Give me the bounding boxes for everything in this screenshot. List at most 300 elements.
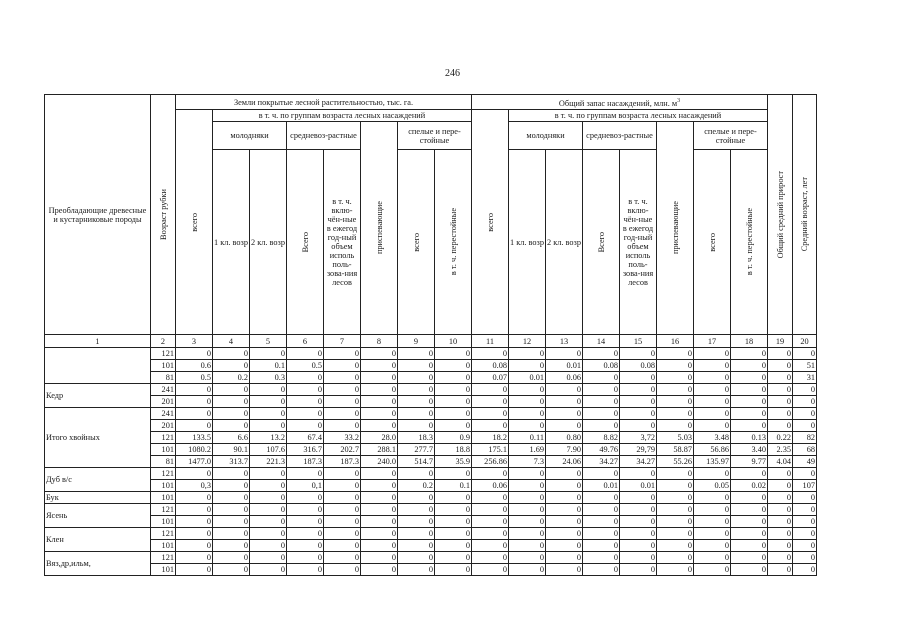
value-cell: 240.0 [361, 456, 398, 468]
cutting-age-cell: 101 [151, 360, 176, 372]
value-cell: 0 [287, 492, 324, 504]
value-cell: 33.2 [324, 432, 361, 444]
value-cell: 0 [509, 348, 546, 360]
value-cell: 0 [731, 564, 768, 576]
header-area-middle-label: средневоз-растные [290, 131, 357, 140]
value-cell: 0.9 [435, 432, 472, 444]
value-cell: 0.06 [546, 372, 583, 384]
table-row [45, 528, 817, 540]
value-cell: 0 [435, 564, 472, 576]
value-cell: 0 [657, 372, 694, 384]
value-cell: 133.5 [176, 432, 213, 444]
value-cell: 0 [583, 384, 620, 396]
table-row [45, 564, 817, 576]
value-cell: 0 [361, 384, 398, 396]
value-cell: 0 [620, 396, 657, 408]
value-cell: 0 [435, 360, 472, 372]
table-row [45, 360, 817, 372]
value-cell: 0 [583, 408, 620, 420]
header-stock-maturing [657, 122, 694, 335]
value-cell: 0 [546, 348, 583, 360]
value-cell: 0 [361, 504, 398, 516]
value-cell: 29,79 [620, 444, 657, 456]
header-area-mature-label: спелые и пере-стойные [408, 126, 461, 145]
header-area-middle [287, 122, 361, 150]
column-number: 20 [793, 335, 817, 348]
value-cell: 0 [324, 516, 361, 528]
value-cell: 0 [694, 348, 731, 360]
value-cell: 0 [435, 504, 472, 516]
value-cell: 0 [361, 552, 398, 564]
value-cell: 0 [694, 420, 731, 432]
forest-stock-table [44, 94, 817, 576]
value-cell: 0.13 [731, 432, 768, 444]
value-cell: 221.3 [250, 456, 287, 468]
value-cell: 0 [546, 564, 583, 576]
value-cell: 0.6 [176, 360, 213, 372]
header-cutting-age-label: Возраст рубки [158, 189, 168, 240]
species-name: Дуб в/с [45, 468, 151, 492]
value-cell: 1080.2 [176, 444, 213, 456]
value-cell: 0 [509, 504, 546, 516]
value-cell: 0 [435, 528, 472, 540]
value-cell: 0 [324, 540, 361, 552]
value-cell: 0 [793, 408, 817, 420]
header-stock-label: Общий запас насаждений, млн. м [558, 98, 678, 108]
value-cell: 187.3 [287, 456, 324, 468]
value-cell: 0 [694, 528, 731, 540]
value-cell: 0 [324, 348, 361, 360]
value-cell: 0.01 [583, 480, 620, 492]
value-cell: 0 [583, 516, 620, 528]
value-cell: 0 [287, 396, 324, 408]
value-cell: 0.05 [694, 480, 731, 492]
header-stock-incl [620, 150, 657, 335]
value-cell: 0 [398, 528, 435, 540]
value-cell: 0.3 [250, 372, 287, 384]
value-cell: 0 [287, 540, 324, 552]
header-area-incl [324, 150, 361, 335]
value-cell: 0 [768, 384, 793, 396]
value-cell: 0 [768, 408, 793, 420]
value-cell: 1.69 [509, 444, 546, 456]
value-cell: 0 [435, 492, 472, 504]
value-cell: 0 [324, 552, 361, 564]
value-cell: 0 [583, 420, 620, 432]
cutting-age-cell: 201 [151, 396, 176, 408]
value-cell: 0 [287, 408, 324, 420]
value-cell: 0 [657, 420, 694, 432]
header-area-mature [398, 122, 472, 150]
value-cell: 0 [176, 516, 213, 528]
value-cell: 7.90 [546, 444, 583, 456]
header-stock-total [472, 110, 509, 335]
cutting-age-cell: 121 [151, 432, 176, 444]
table-row [45, 372, 817, 384]
header-area-cl1 [213, 150, 250, 335]
value-cell: 0 [472, 564, 509, 576]
value-cell: 0 [324, 372, 361, 384]
value-cell: 0 [472, 552, 509, 564]
value-cell: 0 [176, 420, 213, 432]
value-cell: 0 [694, 540, 731, 552]
value-cell: 0 [657, 408, 694, 420]
value-cell: 0 [287, 372, 324, 384]
value-cell: 0.08 [472, 360, 509, 372]
value-cell: 0 [324, 504, 361, 516]
value-cell: 0.01 [620, 480, 657, 492]
value-cell: 0 [768, 504, 793, 516]
value-cell: 0 [768, 468, 793, 480]
value-cell: 0 [287, 552, 324, 564]
value-cell: 0 [583, 564, 620, 576]
value-cell: 0 [361, 480, 398, 492]
value-cell: 0 [398, 348, 435, 360]
value-cell: 0 [472, 468, 509, 480]
value-cell: 0.08 [583, 360, 620, 372]
value-cell: 0 [472, 408, 509, 420]
value-cell: 0 [793, 540, 817, 552]
value-cell: 0 [694, 468, 731, 480]
value-cell: 0 [176, 564, 213, 576]
header-mean-age [793, 95, 817, 335]
value-cell: 0 [435, 396, 472, 408]
value-cell: 107 [793, 480, 817, 492]
value-cell: 288.1 [361, 444, 398, 456]
column-number: 3 [176, 335, 213, 348]
value-cell: 0 [793, 564, 817, 576]
header-stock-mature-label: спелые и пере-стойные [704, 126, 757, 145]
species-name: Бук [45, 492, 151, 504]
value-cell: 0 [398, 540, 435, 552]
value-cell: 49.76 [583, 444, 620, 456]
value-cell: 0 [583, 468, 620, 480]
value-cell: 0 [361, 564, 398, 576]
header-area-mature-total [398, 150, 435, 335]
header-area-overmature [435, 150, 472, 335]
value-cell: 0 [361, 492, 398, 504]
value-cell: 0 [694, 372, 731, 384]
species-name: Ясень [45, 504, 151, 528]
header-area-by-age: в т. ч. по группам возраста лесных насаждений [213, 110, 472, 122]
value-cell: 0 [768, 360, 793, 372]
cutting-age-cell: 121 [151, 528, 176, 540]
value-cell: 0 [694, 384, 731, 396]
value-cell: 0 [620, 372, 657, 384]
header-area-overmature-label: в т. ч. перестойные [448, 208, 458, 276]
column-number: 4 [213, 335, 250, 348]
value-cell: 0 [509, 468, 546, 480]
value-cell: 0 [583, 528, 620, 540]
species-name: Кедр [45, 384, 151, 408]
value-cell: 0 [213, 468, 250, 480]
value-cell: 0 [361, 408, 398, 420]
value-cell: 0 [324, 528, 361, 540]
value-cell: 18.2 [472, 432, 509, 444]
header-species-label: Преобладающие древесные и кустарниковые породы [48, 205, 147, 224]
value-cell: 0 [213, 540, 250, 552]
value-cell: 3.40 [731, 444, 768, 456]
value-cell: 0 [398, 384, 435, 396]
value-cell: 0 [472, 384, 509, 396]
cutting-age-cell: 101 [151, 444, 176, 456]
value-cell: 0 [213, 408, 250, 420]
cutting-age-cell: 101 [151, 540, 176, 552]
value-cell: 0 [398, 552, 435, 564]
value-cell: 0 [435, 372, 472, 384]
table-row [45, 396, 817, 408]
value-cell: 13.2 [250, 432, 287, 444]
value-cell: 0 [250, 564, 287, 576]
value-cell: 0 [546, 420, 583, 432]
value-cell: 0 [287, 516, 324, 528]
value-cell: 0 [731, 408, 768, 420]
header-area-maturing [361, 122, 398, 335]
header-area-maturing-label: приспевающие [374, 201, 384, 255]
value-cell: 0 [657, 540, 694, 552]
value-cell: 4.04 [768, 456, 793, 468]
value-cell: 0 [583, 348, 620, 360]
value-cell: 0 [435, 540, 472, 552]
value-cell: 18.3 [398, 432, 435, 444]
value-cell: 0 [509, 564, 546, 576]
value-cell: 0.06 [472, 480, 509, 492]
header-stock-young: молодняки [509, 122, 583, 150]
value-cell: 0,1 [287, 480, 324, 492]
value-cell: 0 [250, 516, 287, 528]
value-cell: 55.26 [657, 456, 694, 468]
value-cell: 0 [768, 528, 793, 540]
value-cell: 0 [176, 540, 213, 552]
table-row [45, 540, 817, 552]
value-cell: 31 [793, 372, 817, 384]
value-cell: 107.6 [250, 444, 287, 456]
value-cell: 0.01 [546, 360, 583, 372]
value-cell: 0 [768, 372, 793, 384]
value-cell: 0 [435, 384, 472, 396]
value-cell: 0 [176, 492, 213, 504]
value-cell: 0 [213, 420, 250, 432]
value-cell: 0 [768, 420, 793, 432]
value-cell: 0 [620, 384, 657, 396]
header-stock-mid-total [583, 150, 620, 335]
value-cell: 0 [287, 420, 324, 432]
value-cell: 0 [324, 396, 361, 408]
value-cell: 0 [583, 504, 620, 516]
value-cell: 0 [546, 396, 583, 408]
value-cell: 0 [620, 540, 657, 552]
value-cell: 0 [361, 516, 398, 528]
value-cell: 0 [287, 468, 324, 480]
value-cell: 0 [657, 504, 694, 516]
header-area-total [176, 110, 213, 335]
table-row [45, 432, 817, 444]
cutting-age-cell: 81 [151, 372, 176, 384]
cutting-age-cell: 121 [151, 552, 176, 564]
value-cell: 0 [768, 540, 793, 552]
value-cell: 0 [176, 468, 213, 480]
value-cell: 0.80 [546, 432, 583, 444]
species-name [45, 348, 151, 384]
value-cell: 0 [250, 468, 287, 480]
value-cell: 0 [546, 504, 583, 516]
value-cell: 0 [287, 564, 324, 576]
value-cell: 0 [793, 468, 817, 480]
column-number: 2 [151, 335, 176, 348]
value-cell: 0 [176, 396, 213, 408]
value-cell: 0 [620, 516, 657, 528]
value-cell: 0 [620, 468, 657, 480]
value-cell: 0 [213, 552, 250, 564]
value-cell: 0 [793, 420, 817, 432]
value-cell: 0 [657, 552, 694, 564]
value-cell: 0 [620, 408, 657, 420]
table-row [45, 552, 817, 564]
value-cell: 0 [176, 408, 213, 420]
value-cell: 0 [793, 552, 817, 564]
value-cell: 0 [546, 552, 583, 564]
column-number: 18 [731, 335, 768, 348]
value-cell: 2.35 [768, 444, 793, 456]
value-cell: 56.86 [694, 444, 731, 456]
value-cell: 0.08 [620, 360, 657, 372]
value-cell: 0 [509, 540, 546, 552]
value-cell: 0 [657, 564, 694, 576]
value-cell: 0 [472, 528, 509, 540]
value-cell: 0.07 [472, 372, 509, 384]
header-area-cl2-label: 2 кл. возр [251, 237, 285, 247]
header-stock-by-age: в т. ч. по группам возраста лесных насаждений [509, 110, 768, 122]
value-cell: 0 [694, 516, 731, 528]
value-cell: 0 [620, 504, 657, 516]
column-number: 8 [361, 335, 398, 348]
value-cell: 0 [361, 348, 398, 360]
value-cell: 0 [213, 396, 250, 408]
cutting-age-cell: 101 [151, 516, 176, 528]
value-cell: 0 [324, 384, 361, 396]
value-cell: 0 [250, 480, 287, 492]
header-area-cl2 [250, 150, 287, 335]
value-cell: 0 [793, 384, 817, 396]
value-cell: 3,72 [620, 432, 657, 444]
value-cell: 0 [509, 516, 546, 528]
value-cell: 34.27 [583, 456, 620, 468]
value-cell: 0 [768, 552, 793, 564]
value-cell: 0 [731, 360, 768, 372]
value-cell: 0 [250, 420, 287, 432]
column-number: 9 [398, 335, 435, 348]
value-cell: 0 [213, 348, 250, 360]
value-cell: 0 [324, 492, 361, 504]
value-cell: 0 [213, 384, 250, 396]
value-cell: 0 [213, 480, 250, 492]
value-cell: 0 [620, 552, 657, 564]
value-cell: 0 [657, 384, 694, 396]
column-number: 16 [657, 335, 694, 348]
value-cell: 24.06 [546, 456, 583, 468]
table-row [45, 516, 817, 528]
species-name: Клен [45, 528, 151, 552]
value-cell: 0.5 [176, 372, 213, 384]
value-cell: 0 [694, 552, 731, 564]
value-cell: 0 [472, 516, 509, 528]
value-cell: 0 [398, 372, 435, 384]
value-cell: 0 [472, 396, 509, 408]
header-species [45, 95, 151, 335]
value-cell: 0 [176, 348, 213, 360]
value-cell: 35.9 [435, 456, 472, 468]
value-cell: 0 [398, 408, 435, 420]
header-area-total-label: всего [189, 212, 199, 232]
value-cell: 0,3 [176, 480, 213, 492]
value-cell: 0.1 [250, 360, 287, 372]
value-cell: 0 [435, 420, 472, 432]
table-row [45, 420, 817, 432]
value-cell: 0 [472, 420, 509, 432]
value-cell: 316.7 [287, 444, 324, 456]
value-cell: 18.8 [435, 444, 472, 456]
value-cell: 0 [213, 564, 250, 576]
column-number: 11 [472, 335, 509, 348]
value-cell: 28.0 [361, 432, 398, 444]
value-cell: 0 [583, 540, 620, 552]
value-cell: 0 [793, 504, 817, 516]
value-cell: 49 [793, 456, 817, 468]
value-cell: 0 [398, 504, 435, 516]
value-cell: 0 [583, 492, 620, 504]
value-cell: 0 [657, 528, 694, 540]
value-cell: 0 [620, 420, 657, 432]
value-cell: 0 [361, 528, 398, 540]
value-cell: 0 [509, 492, 546, 504]
header-stock-cl1-label: 1 кл. возр [510, 237, 544, 247]
value-cell: 0 [731, 552, 768, 564]
value-cell: 313.7 [213, 456, 250, 468]
value-cell: 0 [731, 420, 768, 432]
header-stock-cl1 [509, 150, 546, 335]
value-cell: 0 [694, 492, 731, 504]
value-cell: 6.6 [213, 432, 250, 444]
value-cell: 0 [509, 360, 546, 372]
value-cell: 0 [361, 372, 398, 384]
value-cell: 68 [793, 444, 817, 456]
header-stock-overmature [731, 150, 768, 335]
header-area-group: Земли покрытые лесной растительностью, тыс. га. [176, 95, 472, 110]
column-numbers-row [45, 335, 817, 348]
value-cell: 0 [324, 480, 361, 492]
value-cell: 1477.0 [176, 456, 213, 468]
value-cell: 0 [768, 396, 793, 408]
value-cell: 0 [287, 528, 324, 540]
value-cell: 0 [768, 492, 793, 504]
value-cell: 0 [620, 564, 657, 576]
value-cell: 82 [793, 432, 817, 444]
header-stock-middle-label: средневоз-растные [586, 131, 653, 140]
value-cell: 0.01 [509, 372, 546, 384]
column-number: 13 [546, 335, 583, 348]
value-cell: 175.1 [472, 444, 509, 456]
value-cell: 514.7 [398, 456, 435, 468]
value-cell: 0 [793, 396, 817, 408]
value-cell: 0 [435, 408, 472, 420]
value-cell: 0 [694, 564, 731, 576]
value-cell: 0.02 [731, 480, 768, 492]
value-cell: 0 [435, 348, 472, 360]
value-cell: 0 [509, 552, 546, 564]
value-cell: 8.82 [583, 432, 620, 444]
value-cell: 0 [793, 516, 817, 528]
value-cell: 0 [213, 516, 250, 528]
